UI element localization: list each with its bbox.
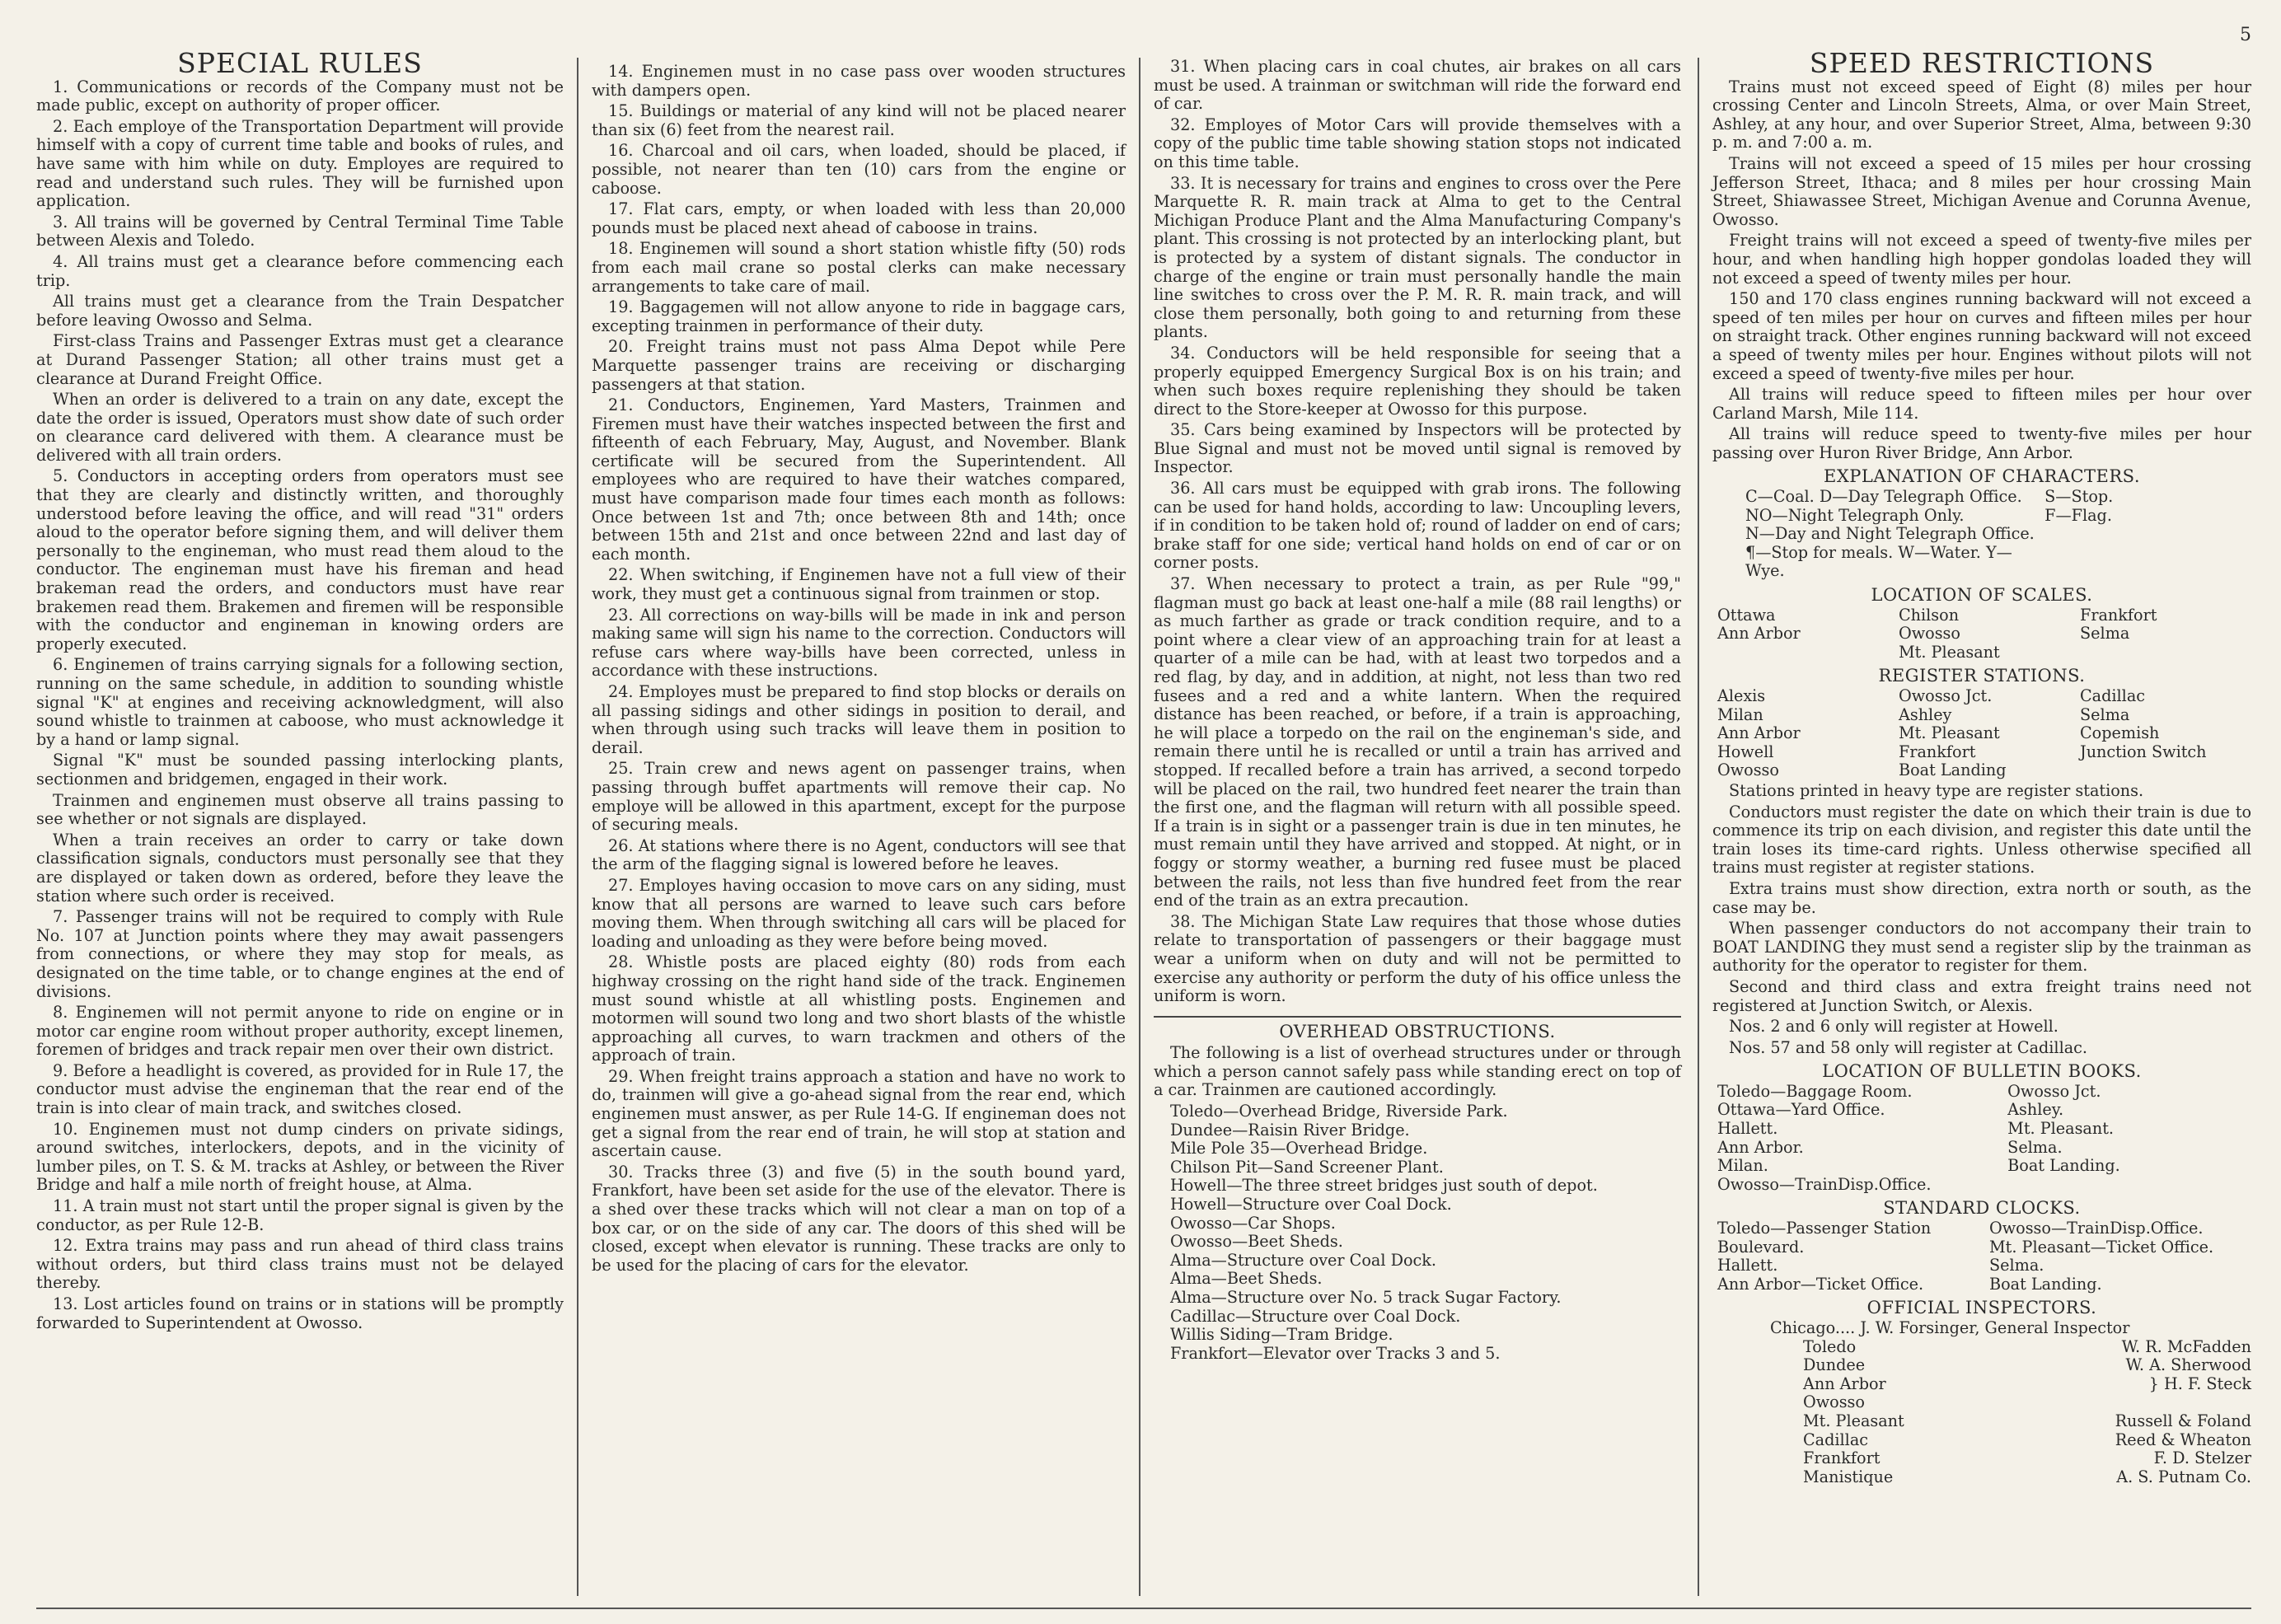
rule-paragraph: 15. Buildings or material of any kind will not be placed nearer than six (6) feet from the nearest rail. <box>592 101 1126 139</box>
register-station: Owosso Jct. <box>1899 686 1993 705</box>
rule-paragraph: 34. Conductors will be held responsible for seeing that a properly equipped Emergency Surgical Box is on his train; and when such boxes require replenishing they should be taken direct to the Store-keeper at Owosso for this purpose. <box>1154 343 1681 419</box>
obstruction-item: Howell—Structure over Coal Dock. <box>1170 1195 1452 1214</box>
scale-location-column <box>1899 606 2070 662</box>
character-entry: ¶—Stop for meals. W—Water. Y—Wye. <box>1745 542 2012 581</box>
rule-paragraph: 1. Communications or records of the Company must not be made public, except on authority of proper officer. <box>36 77 564 115</box>
register-paragraph: Nos. 2 and 6 only will register at Howell. <box>1729 1017 2059 1037</box>
rule-paragraph: 29. When freight trains approach a station and have no work to do, trainmen will give a go-ahead signal from the rear end, which enginemen must answer, as per Rule 14-G. If engineman does not get a signal from the rear end of train, he will stop at station and ascertain cause. <box>592 1066 1126 1161</box>
bulletin-location: Owosso—TrainDisp.Office. <box>1717 1174 1932 1194</box>
scale-location: Owosso <box>1899 624 1960 644</box>
rule-paragraph: 33. It is necessary for trains and engines to cross over the Pere Marquette R. R. main track at Alma to get to the Central Michigan Produce Plant and the Alma Manufacturing Company's plant. This crossing is not protected by an interlocking plant, but is protected by a system of distant signals. The conductor in charge of the engine or train must personally handle the main line switches to cross over the P. M. R. R. main track, and will close them personally, both going to and returning from these plants. <box>1154 173 1681 342</box>
obstruction-item: Toledo—Overhead Bridge, Riverside Park. <box>1170 1102 1508 1121</box>
special-rules-column-3 <box>1154 58 1681 1363</box>
inspector-name: } H. F. Steck <box>2148 1374 2251 1393</box>
bulletin-location: Owosso Jct. <box>2007 1081 2101 1101</box>
bulletin-location: Mt. Pleasant. <box>2007 1119 2115 1139</box>
rule-paragraph: 23. All corrections on way-bills will be made in ink and person making same will sign his name to the correction. Conductors will refuse cars where way-bills have been corrected, unless in accordance with these instructions. <box>592 605 1126 681</box>
inspector-city: Dundee <box>1803 1355 1866 1375</box>
register-paragraph: Extra trains must show direction, extra north or south, as the case may be. <box>1712 878 2251 917</box>
register-station: Milan <box>1717 704 1763 724</box>
rule-paragraph: 19. Baggagemen will not allow anyone to ride in baggage cars, excepting trainmen in performance of their duty. <box>592 297 1126 335</box>
bulletin-location: Hallett. <box>1717 1119 1778 1139</box>
register-paragraph: When passenger conductors do not accompany their train to BOAT LANDING they must send a register slip by the trainman as authority for the operator to register for them. <box>1712 919 2251 976</box>
special-rules-column-2 <box>592 63 1126 1277</box>
clocks-title: STANDARD CLOCKS. <box>1883 1198 2081 1219</box>
bulletin-location <box>2007 1176 2251 1195</box>
register-paragraph: Stations printed in heavy type are register stations. <box>1729 780 2144 800</box>
register-station-column <box>1717 687 1889 780</box>
inspector-city: Cadillac <box>1803 1430 1868 1449</box>
obstruction-item: Frankfort—Elevator over Tracks 3 and 5. <box>1170 1343 1501 1363</box>
inspector-row <box>1803 1393 2251 1412</box>
inspector-name: W. R. McFadden <box>2121 1336 2251 1356</box>
obstruction-item: Cadillac—Structure over Coal Dock. <box>1170 1306 1461 1326</box>
clock-location: Boat Landing. <box>1989 1274 2102 1294</box>
rule-paragraph: 28. Whistle posts are placed eighty (80) rods from each highway crossing on the right hand side of the track. Enginemen must sound whistle at all whistling posts. Enginemen and motormen will sound two long and two short blasts of the whistle approaching all curves, to warn trackmen and others of the approach of train. <box>592 952 1126 1065</box>
register-station: Howell <box>1717 742 1774 761</box>
special-rules-title: SPECIAL RULES <box>177 47 423 79</box>
rule-paragraph: 17. Flat cars, empty, or when loaded with less than 20,000 pounds must be placed next ahead of caboose in trains. <box>592 199 1126 237</box>
rule-paragraph: 20. Freight trains must not pass Alma Depot while Pere Marquette passenger trains are receiving or discharging passengers at that station. <box>592 337 1126 394</box>
scale-location-column <box>1717 606 1889 662</box>
inspector-name: W. A. Sherwood <box>2125 1355 2251 1375</box>
rule-paragraph: 4. All trains must get a clearance before commencing each trip. <box>36 251 564 290</box>
register-station: Frankfort <box>1899 742 1976 761</box>
speed-paragraph: All trains will reduce speed to twenty-five miles per hour passing over Huron River Bridge, Ann Arbor. <box>1712 424 2251 462</box>
rule-paragraph: 21. Conductors, Enginemen, Yard Masters, Trainmen and Firemen must have their watches inspected between the first and fifteenth of each February, May, August, and November. Blank certificate will be secured from the Superintendent. All employees who are required to have their watches compared, must have comparison made four times each month as follows: Once between 1st and 7th; once between 8th and 14th; once between 15th and 21st and once between 22nd and last day of each month. <box>592 395 1126 564</box>
rule-paragraph: When a train receives an order to carry or take down classification signals, conductors must personally see that they are displayed or taken down as ordered, before they leave the station where such order is received. <box>36 830 564 906</box>
register-station: Alexis <box>1717 686 1766 705</box>
obstruction-item: Dundee—Raisin River Bridge. <box>1170 1120 1410 1140</box>
inspector-row <box>1803 1449 2251 1468</box>
clock-location: Hallett. <box>1717 1256 1778 1275</box>
register-paragraph: Conductors must register the date on which their train is due to commence its trip on each division, and register this date until the train loses its time-card rights. Unless otherwise specified all trains must register at register stations. <box>1712 802 2251 878</box>
rule-paragraph: 13. Lost articles found on trains or in stations will be promptly forwarded to Superintendent at Owosso. <box>36 1294 564 1332</box>
scale-location: Frankfort <box>2080 605 2157 625</box>
speed-paragraph: Freight trains will not exceed a speed of twenty-five miles per hour, and when handling high hopper gondolas loaded they will not exceed a speed of twenty miles per hour. <box>1712 231 2251 288</box>
inspector-row <box>1803 1356 2251 1375</box>
rule-paragraph: 30. Tracks three (3) and five (5) in the south bound yard, Frankfort, have been set aside for the use of the elevator. There is a shed over these tracks which will not clear a man on top of a box car, or on the side of any car. The doors of this shed will be closed, except when elevator is running. These tracks are only to be used for the placing of cars for the elevator. <box>592 1162 1126 1275</box>
overhead-obstructions-title: OVERHEAD OBSTRUCTIONS. <box>1154 1016 1681 1041</box>
clock-location: Ann Arbor—Ticket Office. <box>1717 1274 1924 1294</box>
rule-paragraph: 24. Employes must be prepared to find stop blocks or derails on all passing sidings and other sidings in position to derail, and when through using such tracks will leave them in position to derail. <box>592 682 1126 757</box>
register-station: Copemish <box>2080 723 2160 743</box>
rule-paragraph: 22. When switching, if Enginemen have not a full view of their work, they must get a continuous signal from trainmen or stop. <box>592 565 1126 604</box>
inspector-row <box>1803 1375 2251 1394</box>
overhead-intro: The following is a list of overhead structures under or through which a person cannot safely pass while standing erect on top of a car. Trainmen are cautioned accordingly. <box>1154 1043 1681 1100</box>
rule-paragraph: 16. Charcoal and oil cars, when loaded, should be placed, if possible, not nearer than ten (10) cars from the engine or caboose. <box>592 141 1126 198</box>
obstruction-item: Alma—Structure over No. 5 track Sugar Factory. <box>1170 1288 1562 1307</box>
register-station: Ashley <box>1899 704 1952 724</box>
rule-paragraph: 10. Enginemen must not dump cinders on private sidings, around switches, interlockers, depots, and in the vicinity of lumber piles, on T. S. & M. tracks at Ashley, or between the River Bridge and half a mile north of freight house, at Alma. <box>36 1119 564 1195</box>
inspector-city: Chicago.... J. W. Forsinger, General Inspector <box>1770 1318 2130 1337</box>
inspector-row <box>1770 1319 2251 1338</box>
obstruction-item: Chilson Pit—Sand Screener Plant. <box>1170 1157 1444 1177</box>
inspector-row <box>1803 1338 2251 1357</box>
rule-paragraph: 5. Conductors in accepting orders from operators must see that they are clearly and distinctly written, and thoroughly understood before leaving the office, and will read "31" orders aloud to the operator before signing them, and will deliver them personally to the engineman, who must read them aloud to the conductor. The engineman must have his fireman and head brakeman read the orders, and conductors must have rear brakemen read them. Brakemen and firemen will be responsible with the conductor and engineman in knowing orders are properly executed. <box>36 466 564 653</box>
register-station-column <box>1899 687 2070 780</box>
rule-paragraph: Signal "K" must be sounded passing interlocking plants, sectionmen and bridgemen, engaged in their work. <box>36 751 564 789</box>
inspector-row <box>1803 1431 2251 1450</box>
register-paragraph: Second and third class and extra freight trains need not registered at Junction Switch, or Alexis. <box>1712 976 2251 1015</box>
inspector-name: F. D. Stelzer <box>2153 1448 2251 1468</box>
character-entry <box>2044 544 2251 581</box>
rule-paragraph: All trains must get a clearance from the Train Despatcher before leaving Owosso and Selma. <box>36 292 564 330</box>
register-station: Mt. Pleasant <box>1899 723 2000 743</box>
rule-paragraph: Trainmen and enginemen must observe all trains passing to see whether or not signals are displayed. <box>36 790 564 829</box>
inspector-city: Frankfort <box>1803 1448 1881 1468</box>
register-station-column <box>2080 687 2251 780</box>
column-divider <box>577 58 578 1596</box>
inspector-city: Manistique <box>1803 1467 1894 1486</box>
register-paragraph: Nos. 57 and 58 only will register at Cadillac. <box>1729 1037 2087 1057</box>
character-entry: NO—Night Telegraph Only. <box>1745 505 1965 525</box>
register-station: Junction Switch <box>2080 742 2207 761</box>
speed-restrictions-title: SPEED RESTRICTIONS <box>1809 47 2155 79</box>
bulletin-location: Milan. <box>1717 1156 1768 1176</box>
speed-paragraph: All trains will reduce speed to fifteen miles per hour over Carland Marsh, Mile 114. <box>1712 385 2251 423</box>
register-station: Boat Landing <box>1899 761 2007 780</box>
clock-location: Mt. Pleasant—Ticket Office. <box>1989 1237 2214 1257</box>
rule-paragraph: 12. Extra trains may pass and run ahead of third class trains without orders, but third class trains must not be delayed thereby. <box>36 1236 564 1293</box>
rule-paragraph: 31. When placing cars in coal chutes, air brakes on all cars must be used. A trainman or switchman will ride the forward end of car. <box>1154 57 1681 114</box>
bottom-rule <box>36 1608 2251 1609</box>
scale-location: Selma <box>2080 624 2130 644</box>
speed-paragraph: 150 and 170 class engines running backward will not exceed a speed of ten miles per hour on curves and fifteen miles per hour on straight track. Other engines running backward will not exceed a speed of twenty miles per hour. Engines without pilots will not exceed a speed of twenty-five miles per hour. <box>1712 289 2251 383</box>
bulletin-location: Ann Arbor. <box>1717 1137 1804 1157</box>
rule-paragraph: When an order is delivered to a train on any date, except the date the order is issued, Operators must show date of such order on clearance card delivered with them. A clearance must be delivered with all train orders. <box>36 390 564 465</box>
rule-paragraph: 14. Enginemen must in no case pass over wooden structures with dampers open. <box>592 62 1126 100</box>
bulletin-title: LOCATION OF BULLETIN BOOKS. <box>1822 1061 2142 1082</box>
rule-paragraph: 9. Before a headlight is covered, as provided for in Rule 17, the conductor must advise the engineman that the rear end of the train is into clear of main track, and switches closed. <box>36 1060 564 1118</box>
obstruction-item: Owosso—Car Shops. <box>1170 1213 1336 1233</box>
register-station: Ann Arbor <box>1717 723 1801 743</box>
inspector-city: Ann Arbor <box>1803 1374 1886 1393</box>
column-divider <box>1139 58 1140 1596</box>
register-station: Owosso <box>1717 761 1779 780</box>
rule-paragraph: 2. Each employe of the Transportation Department will provide himself with a copy of current time table and books of rules, and have same with him while on duty. Employes are required to read and understand such rules. They will be furnished upon application. <box>36 116 564 211</box>
inspector-row <box>1803 1468 2251 1487</box>
clock-location: Selma. <box>1989 1256 2044 1275</box>
character-entry: S—Stop. <box>2044 487 2114 507</box>
bulletin-location: Toledo—Baggage Room. <box>1717 1081 1913 1101</box>
inspector-name: Russell & Foland <box>2115 1411 2251 1430</box>
register-station: Selma <box>2080 704 2130 724</box>
column-divider <box>1698 58 1699 1596</box>
character-entry <box>2044 525 2251 544</box>
scale-location: Mt. Pleasant <box>1899 642 2000 662</box>
speed-restrictions-column <box>1712 47 2251 1486</box>
inspector-name: Reed & Wheaton <box>2115 1430 2251 1449</box>
scale-location-column <box>2080 606 2251 662</box>
obstruction-item: Alma—Structure over Coal Dock. <box>1170 1250 1436 1270</box>
scales-title: LOCATION OF SCALES. <box>1871 585 2093 606</box>
character-entry: C—Coal. D—Day Telegraph Office. <box>1745 487 2022 507</box>
scale-location: Ottawa <box>1717 605 1776 625</box>
inspector-row <box>1803 1412 2251 1431</box>
bulletin-location: Ashley. <box>2007 1100 2064 1120</box>
rule-paragraph: 38. The Michigan State Law requires that those whose duties relate to transportation of passengers or their baggage must wear a uniform when on duty and will not be permitted to exercise any authority or perform the duty of his office unless the uniform is worn. <box>1154 911 1681 1006</box>
rule-paragraph: 35. Cars being examined by Inspectors will be protected by Blue Signal and must not be moved until signal is removed by Inspector. <box>1154 420 1681 477</box>
obstruction-item: Howell—The three street bridges just south of depot. <box>1170 1176 1598 1196</box>
clock-location: Toledo—Passenger Station <box>1717 1219 1932 1238</box>
rule-paragraph: 8. Enginemen will not permit anyone to ride on engine or in motor car engine room without proper authority, except linemen, foremen of bridges and track repair men over their own district. <box>36 1003 564 1060</box>
characters-title: EXPLANATION OF CHARACTERS. <box>1824 466 2140 487</box>
speed-paragraph: Trains must not exceed speed of Eight (8) miles per hour crossing Center and Lincoln Streets, Alma, or over Main Street, Ashley, at any hour, and over Superior Street, Alma, between 9:30 p. m. and 7:00 a. m. <box>1712 77 2251 152</box>
rule-paragraph: First-class Trains and Passenger Extras must get a clearance at Durand Passenger Station; all other trains must get a clearance at Durand Freight Office. <box>36 331 564 388</box>
rule-paragraph: 36. All cars must be equipped with grab irons. The following can be used for hand holds, according to law: Uncoupling levers, if in condition to be taken hold of; round of ladder on end of cars; brake staff for one side; vertical hand holds on end of car or on corner posts. <box>1154 479 1681 573</box>
obstruction-item: Alma—Beet Sheds. <box>1170 1269 1323 1289</box>
rule-paragraph: 27. Employes having occasion to move cars on any siding, must know that all persons are warned to leave such cars before moving them. When through switching all cars will be placed for loading and unloading as they were before being moved. <box>592 875 1126 951</box>
rule-paragraph: 3. All trains will be governed by Central Terminal Time Table between Alexis and Toledo. <box>36 212 564 250</box>
register-title: REGISTER STATIONS. <box>1878 666 2086 686</box>
character-entry: N—Day and Night Telegraph Office. <box>1745 524 2035 544</box>
rule-paragraph: 7. Passenger trains will not be required to comply with Rule No. 107 at Junction points where they may await passengers from connections, or where they may stop for meals, as designated on the time table, or to change engines at the end of divisions. <box>36 907 564 1001</box>
rule-paragraph: 37. When necessary to protect a train, as per Rule "99," flagman must go back at least one-half a mile (88 rail lengths) or as much farther as grade or track condition require, and to a point where a clear view of an approaching train for at least a quarter of a mile can be had, with at least two torpedos and a red flag, by day, and in addition, at night, not less than two red fusees and a red and a white lantern. When the required distance has been reached, or before, if a train is approaching, he will place a torpedo on the rail on the engineman's side, and remain there until he is recalled or until a train has arrived and stopped. If recalled before a train has arrived, a second torpedo will be placed on the rail, two hundred feet nearer the train than the first one, and the flagman will return with all possible speed. If a train is in sight or a passenger train is due in ten minutes, he must remain until they have arrived and stopped. At night, or in foggy or stormy weather, a burning red fusee must be placed between the rails, not less than five hundred feet from the rear end of the train as an extra precaution. <box>1154 574 1681 910</box>
clock-location: Boulevard. <box>1717 1237 1805 1257</box>
inspector-city: Mt. Pleasant <box>1803 1411 1904 1430</box>
scale-location: Chilson <box>1899 605 1960 625</box>
bulletin-location: Ottawa—Yard Office. <box>1717 1100 1885 1120</box>
clock-location: Owosso—TrainDisp.Office. <box>1989 1219 2204 1238</box>
rule-paragraph: 32. Employes of Motor Cars will provide themselves with a copy of the public time table showing station stops not indicated on this time table. <box>1154 115 1681 171</box>
rule-paragraph: 18. Enginemen will sound a short station whistle fifty (50) rods from each mail crane so postal clerks can make necessary arrangements to take care of mail. <box>592 239 1126 296</box>
inspector-city: Toledo <box>1803 1336 1857 1356</box>
obstruction-item: Owosso—Beet Sheds. <box>1170 1232 1343 1252</box>
inspectors-title: OFFICIAL INSPECTORS. <box>1866 1298 2097 1318</box>
speed-paragraph: Trains will not exceed a speed of 15 miles per hour crossing Jefferson Street, Ithaca; and 8 miles per hour crossing Main Street, Shiawassee Street, Michigan Avenue and Corunna Avenue, Owosso. <box>1712 153 2251 229</box>
obstruction-item: Mile Pole 35—Overhead Bridge. <box>1170 1139 1428 1158</box>
rule-paragraph: 26. At stations where there is no Agent, conductors will see that the arm of the flagging signal is lowered before he leaves. <box>592 835 1126 874</box>
character-entry: F—Flag. <box>2044 505 2112 525</box>
special-rules-column-1 <box>36 47 564 1335</box>
page-number: 5 <box>2240 25 2251 45</box>
rule-paragraph: 11. A train must not start until the proper signal is given by the conductor, as per Rule 12-B. <box>36 1196 564 1234</box>
inspector-city: Owosso <box>1803 1392 1865 1412</box>
inspector-name: A. S. Putnam Co. <box>2116 1467 2251 1486</box>
rule-paragraph: 25. Train crew and news agent on passenger trains, when passing through buffet apartments will remove their cap. No employe will be allowed in this apartment, except for the purpose of securing meals. <box>592 759 1126 835</box>
bulletin-location: Selma. <box>2007 1137 2063 1157</box>
obstruction-item: Willis Siding—Tram Bridge. <box>1170 1325 1393 1345</box>
scale-location: Ann Arbor <box>1717 624 1801 644</box>
register-station: Cadillac <box>2080 686 2145 705</box>
bulletin-location: Boat Landing. <box>2007 1156 2120 1176</box>
rule-paragraph: 6. Enginemen of trains carrying signals for a following section, running on the same schedule, in addition to sounding whistle signal "K" at engines and receiving acknowledgment, will also sound whistle to trainmen at caboose, who must acknowledge it by a hand or lamp signal. <box>36 655 564 749</box>
